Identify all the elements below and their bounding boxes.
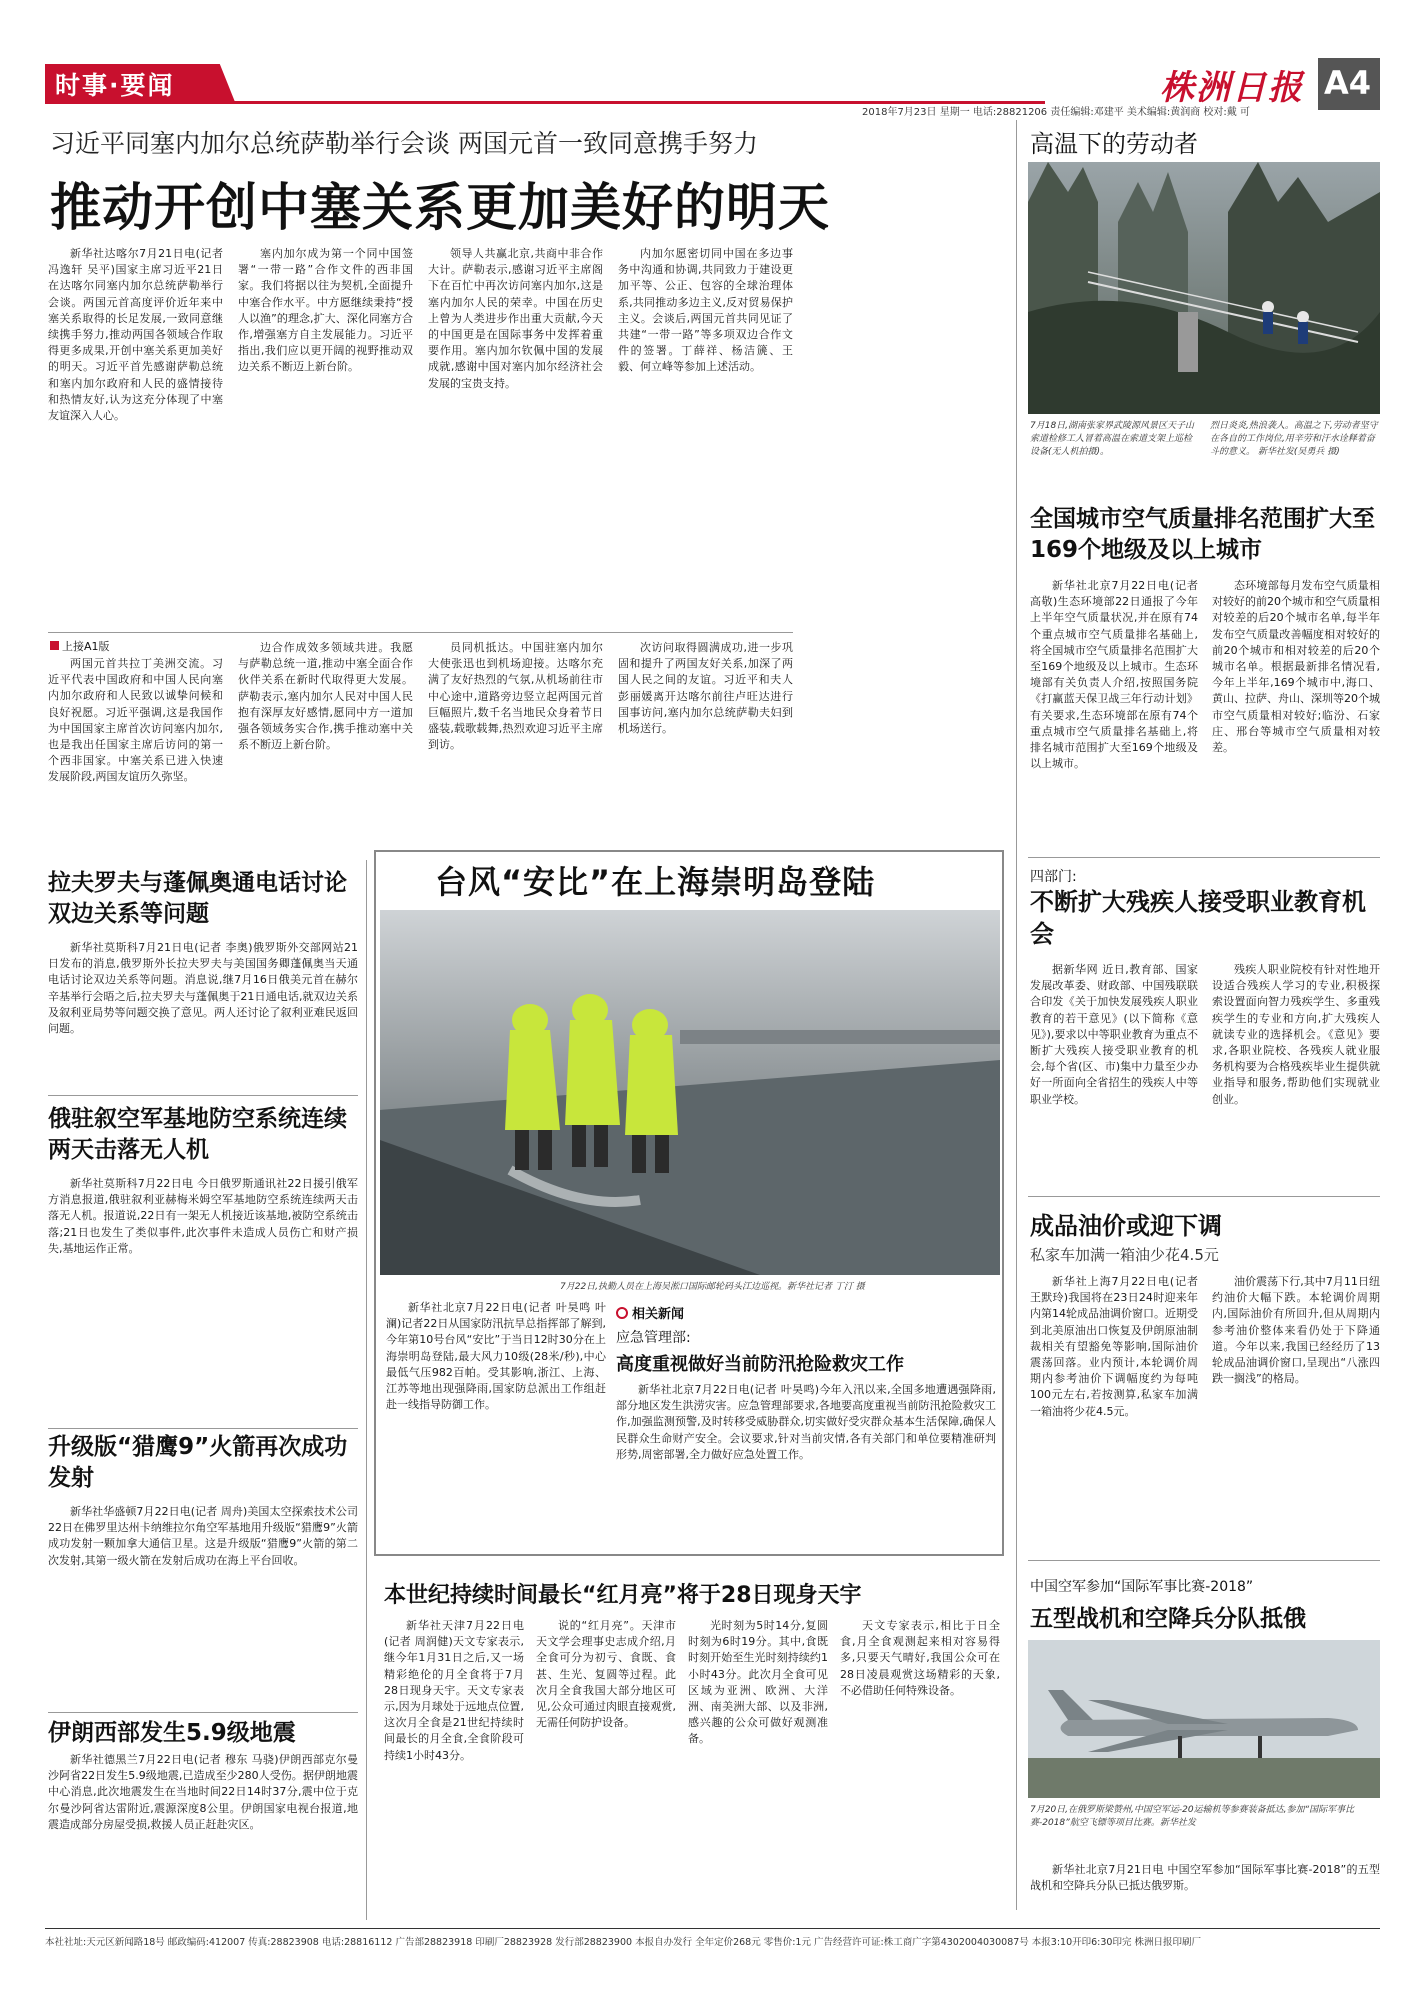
moon-col-3: 光时刻为5时14分,复圆时刻为6时19分。其中,食既时刻开始至生光时刻持续约1小时43分。此次月全食可见区域为亚洲、欧洲、大洋洲、南美洲大部、以及非洲,感兴趣的公众可做好观测准备。 xyxy=(688,1619,828,1746)
airshow-body: 新华社北京7月21日电 中国空军参加“国际军事比赛-2018”的五型战机和空降兵分队已抵达俄罗斯。 xyxy=(1030,1863,1380,1893)
mountain-workers-illustration xyxy=(1028,162,1380,414)
transport-aircraft-illustration xyxy=(1028,1640,1380,1798)
typhoon-caption: 7月22日,执勤人员在上海吴淞口国际邮轮码头江边巡视。新华社记者 丁汀 摄 xyxy=(560,1282,865,1292)
footer-text: 本社社址:天元区新闻路18号 邮政编码:412007 传真:28823908 电话:28816112 广告部28823918 印刷厂28823928 发行部28823900 本报自办发行 全年定价268元 零售价:1元 广告经营许可证:株工商广字第4302004030087号 本报3:10开印6:30印完 株洲日报印刷厂 xyxy=(45,1937,1201,1948)
lead-divider xyxy=(48,632,793,633)
lead-col-8: 次访问取得圆满成功,进一步巩固和提升了两国友好关系,加深了两国人民之间的友谊。习近平和夫人彭丽媛离开达喀尔前往卢旺达进行国事访问,塞内加尔总统萨勒夫妇到机场送行。 xyxy=(618,641,793,736)
iran-title: 伊朗西部发生5.9级地震 xyxy=(48,1720,296,1746)
continued-label xyxy=(50,638,110,654)
moon-title: 本世纪持续时间最长“红月亮”将于28日现身天宇 xyxy=(384,1583,862,1608)
lead-col-3: 领导人共赢北京,共商中非合作大计。萨勒表示,感谢习近平主席阁下在百忙中再次访问塞内加尔,这是塞内加尔人民的荣幸。中国在历史上曾为人类进步作出重大贡献,今天的中国更是在国际事务中发挥着重要作用。塞内加尔钦佩中国的发展成就,感谢中国对塞内加尔经济社会发展的宝贵支持。 xyxy=(428,247,603,390)
airshow-photo xyxy=(1028,1640,1380,1798)
column-divider-right xyxy=(1016,120,1017,1910)
typhoon-photo xyxy=(380,910,1000,1275)
rocket-body: 新华社华盛顿7月22日电(记者 周舟)美国太空探索技术公司22日在佛罗里达州卡纳维拉尔角空军基地用升级版“猎鹰9”火箭成功发射一颗加拿大通信卫星。这是升级版“猎鹰9”火箭的第二次发射,其第一级火箭在发射后成功在海上平台回收。 xyxy=(48,1505,358,1567)
oil-divider xyxy=(1028,1560,1380,1561)
photo1-image xyxy=(1028,162,1380,414)
moon-col-4: 天文专家表示,相比于日全食,月全食观测起来相对容易得多,只要天气晴好,我国公众可在28日凌晨观赏这场精彩的天象,不必借助任何特殊设备。 xyxy=(840,1619,1000,1697)
photo1-title: 高温下的劳动者 xyxy=(1030,130,1198,158)
oil-col-1: 新华社上海7月22日电(记者 王默玲)我国将在23日24时迎来年内第14轮成品油调价窗口。近期受到北美原油出口恢复及伊朗原油制裁相关有望豁免等影响,国际油价震荡回落。业内预计,本轮调价周期内参考油价下调幅度约为每吨100元左右,若按测算,私家车加满一箱油将少花4.5元。 xyxy=(1030,1275,1198,1418)
rocket-divider xyxy=(48,1712,358,1713)
continued-text: 上接A1版 xyxy=(62,640,110,653)
air-col-2: 态环境部每月发布空气质量相对较好的前20个城市和空气质量相对较差的后20个城市名单,每半年发布空气质量改善幅度相对较好的前20个城市和相对较差的后20个城市名单。根据最新排名情况看,今年上半年,169个城市中,海口、黄山、拉萨、舟山、深圳等20个城市空气质量相对较好;临汾、石家庄、邢台等城市空气质量相对较差。 xyxy=(1212,579,1380,755)
photo1-caption-right: 烈日炎炎,热浪袭人。高温之下,劳动者坚守在各自的工作岗位,用辛劳和汗水诠释着奋斗的意义。 新华社发(吴勇兵 摄) xyxy=(1210,421,1378,457)
column-divider-left xyxy=(366,860,367,1920)
typhoon-patrol-illustration xyxy=(380,910,1000,1275)
rocket-title: 升级版“猎鹰9”火箭再次成功发射 xyxy=(48,1434,348,1491)
paper-name: 株洲日报 xyxy=(1160,68,1304,108)
air-title: 全国城市空气质量排名范围扩大至169个地级及以上城市 xyxy=(1030,506,1375,563)
disabled-kicker: 四部门: xyxy=(1030,869,1077,885)
disabled-title: 不断扩大残疾人接受职业教育机会 xyxy=(1030,888,1366,948)
footer-rule xyxy=(45,1928,1380,1929)
typhoon-title: 台风“安比”在上海崇明岛登陆 xyxy=(435,863,876,901)
air-col-1: 新华社北京7月22日电(记者 高敬)生态环境部22日通报了今年上半年空气质量状况,并在原有74个重点城市空气质量排名基础上,将全国城市空气质量排名范围扩大至169个地级及以上城市。生态环境部有关负责人介绍,按照国务院《打赢蓝天保卫战三年行动计划》有关要求,生态环境部在原有74个重点城市空气质量排名基础上,将排名城市范围扩大至169个地级及以上城市。 xyxy=(1030,579,1198,771)
lead-col-7: 员同机抵达。中国驻塞内加尔大使张迅也到机场迎接。达喀尔充满了友好热烈的气氛,从机场前往市中心途中,道路旁边竖立起两国元首巨幅照片,数千名当地民众身着节日盛装,载歌载舞,热烈欢迎习近平主席到访。 xyxy=(428,641,603,752)
oil-subtitle: 私家车加满一箱油少花4.5元 xyxy=(1030,1246,1219,1264)
moon-col-2: 说的“红月亮”。天津市天文学会理事史志成介绍,月全食可分为初亏、食既、食甚、生光、复圆等过程。此次月全食我国大部分地区可见,公众可通过肉眼直接观赏,无需任何防护设备。 xyxy=(536,1619,676,1730)
photo1-caption-left: 7月18日,湖南张家界武陵源风景区天子山索道检修工人冒着高温在索道支架上巡检设备(无人机拍摄)。 xyxy=(1030,421,1195,457)
section-title: 时事·要闻 xyxy=(55,71,175,100)
related-body: 新华社北京7月22日电(记者 叶昊鸣)今年入汛以来,全国多地遭遇强降雨,部分地区发生洪涝灾害。应急管理部要求,各地要高度重视当前防汛抢险救灾工作,加强监测预警,及时转移受威胁群众,切实做好受灾群众基本生活保障,确保人民群众生命财产安全。会议要求,针对当前灾情,各有关部门和单位要精准研判形势,周密部署,全力做好应急处置工作。 xyxy=(616,1383,996,1461)
disabled-col-2: 残疾人职业院校有针对性地开设适合残疾人学习的专业,积极探索设置面向智力残疾学生、多重残疾学生的专业和方向,扩大残疾人就读专业的选择机会。《意见》要求,各职业院校、各残疾人就业服务机构要为合格残疾毕业生提供就业指导和服务,帮助他们实现就业创业。 xyxy=(1212,963,1380,1106)
lavrov-title: 拉夫罗夫与蓬佩奥通电话讨论双边关系等问题 xyxy=(48,870,347,927)
disabled-col-1: 据新华网 近日,教育部、国家发展改革委、财政部、中国残联联合印发《关于加快发展残疾人职业教育的若干意见》(以下简称《意见》),要求以中等职业教育为重点不断扩大残疾人接受职业教育的机会,每个省(区、市)集中力量至少办好一所面向全省招生的残疾人中等职业学校。 xyxy=(1030,963,1198,1106)
related-title: 高度重视做好当前防汛抢险救灾工作 xyxy=(616,1354,904,1375)
continued-marker-icon xyxy=(50,641,59,650)
oil-col-2: 油价震荡下行,其中7月11日纽约油价大幅下跌。本轮调价周期内,国际油价有所回升,但从周期内参考油价整体来看仍处于下降通道。今年以来,我国已经经历了13轮成品油调价窗口,呈现出“八涨四跌一搁浅”的格局。 xyxy=(1212,1275,1380,1386)
lead-col-1: 新华社达喀尔7月21日电(记者 冯逸轩 吴平)国家主席习近平21日在达喀尔同塞内加尔总统萨勒举行会谈。两国元首高度评价近年来中塞关系取得的长足发展,一致同意继续携手努力,推动两国各领域合作取得更多成果,开创中塞关系更加美好的明天。习近平首先感谢萨勒总统和塞内加尔政府和人民的盛情接待和热情友好,认为这充分体现了中塞友谊深入人心。 xyxy=(48,247,223,423)
air-divider xyxy=(1028,857,1380,858)
disabled-divider xyxy=(1028,1196,1380,1197)
lavrov-divider xyxy=(48,1095,358,1096)
lead-col-5: 两国元首共拉丁美洲交流。习近平代表中国政府和中国人民向塞内加尔政府和人民致以诚挚问候和良好祝愿。习近平强调,这是我国作为中国国家主席首次访问塞内加尔,也是我出任国家主席后访问的第一个西非国家。中塞关系已进入快速发展阶段,两国友谊历久弥坚。 xyxy=(48,657,223,784)
typhoon-body: 新华社北京7月22日电(记者 叶昊鸣 叶澜)记者22日从国家防汛抗旱总指挥部了解到,今年第10号台风“安比”于当日12时30分在上海崇明岛登陆,最大风力10级(28米/秒),中心最低气压982百帕。受其影响,浙江、上海、江苏等地出现强降雨,国家防总派出工作组赶赴一线指导防御工作。 xyxy=(386,1301,606,1412)
related-icon xyxy=(616,1307,628,1319)
airshow-kicker: 中国空军参加“国际军事比赛-2018” xyxy=(1030,1579,1254,1595)
airshow-caption: 7月20日,在俄罗斯梁赞州,中国空军运-20运输机等参赛装备抵达,参加“国际军事比赛-2018”航空飞镖等项目比赛。新华社发 xyxy=(1030,1805,1355,1828)
airshow-title: 五型战机和空降兵分队抵俄 xyxy=(1030,1606,1306,1632)
date-line: 2018年7月23日 星期一 电话:28821206 责任编辑:邓建平 美术编辑:黄润商 校对:戴 可 xyxy=(862,107,1250,118)
syria-title: 俄驻叙空军基地防空系统连续两天击落无人机 xyxy=(48,1106,347,1163)
related-label xyxy=(616,1303,684,1322)
page-number: A4 xyxy=(1324,64,1372,102)
lavrov-body: 新华社莫斯科7月21日电(记者 李奥)俄罗斯外交部网站21日发布的消息,俄罗斯外长拉夫罗夫与美国国务卿蓬佩奥当天通电话讨论双边关系等问题。消息说,继7月16日俄美元首在赫尔辛基举行会晤之后,拉夫罗夫与蓬佩奥于21日通电话,就双边关系及叙利亚局势等问题交换了意见。两人还讨论了叙利亚难民返回问题。 xyxy=(48,941,358,1036)
related-label-text: 相关新闻 xyxy=(632,1307,685,1322)
lead-title: 推动开创中塞关系更加美好的明天 xyxy=(50,179,831,238)
lead-col-6: 边合作成效多领域共进。我愿与萨勒总统一道,推动中塞全面合作伙伴关系在新时代取得更大发展。萨勒表示,塞内加尔人民对中国人民抱有深厚友好感情,愿同中方一道加强各领域务实合作,携手推动塞中关系不断迈上新台阶。 xyxy=(238,641,413,752)
syria-body: 新华社莫斯科7月22日电 今日俄罗斯通讯社22日援引俄军方消息报道,俄驻叙利亚赫梅米姆空军基地防空系统连续两天击落无人机。报道说,22日有一架无人机接近该基地,被防空系统击落;21日也发生了类似事件,此次事件未造成人员伤亡和财产损失,基地运作正常。 xyxy=(48,1177,358,1255)
related-kicker: 应急管理部: xyxy=(616,1330,691,1346)
lead-col-2: 塞内加尔成为第一个同中国签署“一带一路”合作文件的西非国家。我们将据以往为契机,全面提升中塞合作水平。中方愿继续秉持“授人以渔”的理念,扩大、深化同塞方合作,增强塞方自主发展能力。习近平指出,我们应以更开阔的视野推动双边关系不断迈上新台阶。 xyxy=(238,247,413,374)
lead-col-4: 内加尔愿密切同中国在多边事务中沟通和协调,共同致力于建设更加平等、公正、包容的全球治理体系,共同推动多边主义,反对贸易保护主义。会谈后,两国元首共同见证了共建“一带一路”等多项双边合作文件的签署。丁薛祥、杨洁篪、王毅、何立峰等参加上述活动。 xyxy=(618,247,793,374)
oil-title: 成品油价或迎下调 xyxy=(1030,1212,1222,1240)
lead-kicker: 习近平同塞内加尔总统萨勒举行会谈 两国元首一致同意携手努力 xyxy=(50,129,758,158)
syria-divider xyxy=(48,1428,358,1429)
moon-col-1: 新华社天津7月22日电(记者 周润健)天文专家表示,继今年1月31日之后,又一场精彩绝伦的月全食将于7月28日现身天宇。天文专家表示,因为月球处于远地点位置,这次月全食是21世纪持续时间最长的月全食,全食阶段可持续1小时43分。 xyxy=(384,1619,524,1762)
iran-body: 新华社德黑兰7月22日电(记者 穆东 马骁)伊朗西部克尔曼沙阿省22日发生5.9级地震,已造成至少280人受伤。据伊朗地震中心消息,此次地震发生在当地时间22日14时37分,震中位于克尔曼沙阿省达雷附近,震源深度8公里。伊朗国家电视台报道,地震造成部分房屋受损,救援人员正赶赴灾区。 xyxy=(48,1753,358,1831)
